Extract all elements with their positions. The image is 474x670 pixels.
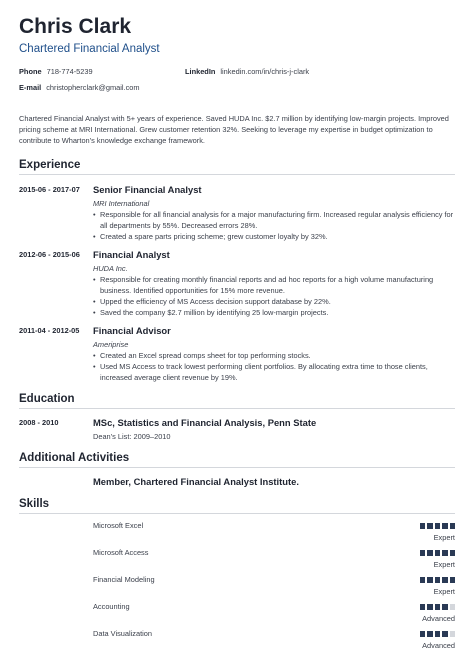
skill-row — [19, 574, 455, 601]
education-dates: 2008 - 2010 — [19, 418, 59, 427]
rating-square-filled — [442, 523, 448, 529]
skill-row — [19, 547, 455, 574]
contact-phone — [19, 67, 93, 76]
bullet-item: • Responsible for all financial analysis for a major manufacturing firm. Increased regular analysis efficiency for all departments by 55%. Decreased errors 28%. — [93, 209, 455, 231]
rating-square-filled — [420, 631, 426, 637]
bullet-item: • Used MS Access to track lowest performing client portfolios. By allocating extra time to those clients, increased average client revenue by 19%. — [93, 361, 455, 383]
summary-text: Chartered Financial Analyst with 5+ years of experience. Saved HUDA Inc. $2.7 million by identifying low-margin projects. Improved pricing scheme at MRI International. Grew customer retention 32%. Seeking to leverage my expertise in budget optimization to contribute to Wharton’s knowledge exchange framework. — [19, 114, 449, 145]
skills-list — [19, 520, 455, 655]
linkedin-link[interactable]: linkedin.com/in/chris-j-clark — [220, 67, 310, 76]
contact-linkedin — [185, 67, 309, 76]
skill-name: Financial Modeling — [93, 575, 155, 584]
activities-heading: Additional Activities — [19, 451, 455, 468]
phone-value: 718-774-5239 — [46, 67, 93, 76]
rating-square-filled — [427, 577, 433, 583]
bullet-item: • Upped the efficiency of MS Access decision support database by 22%. — [93, 296, 455, 307]
job-entry — [19, 249, 455, 318]
rating-square-filled — [450, 577, 456, 583]
skill-rating — [420, 577, 456, 583]
rating-square-filled — [442, 604, 448, 610]
activity-entry — [19, 476, 455, 488]
email-label: E-mail — [19, 83, 42, 92]
skill-name: Data Visualization — [93, 629, 153, 638]
rating-square-filled — [435, 631, 441, 637]
rating-square-filled — [450, 550, 456, 556]
bullet-item: • Responsible for creating monthly financial reports and ad hoc reports for a high volume manufacturing business. Identified opportunities for 15% more revenue. — [93, 274, 455, 296]
skill-name: Accounting — [93, 602, 130, 611]
rating-square-filled — [435, 523, 441, 529]
skill-rating — [420, 604, 456, 610]
rating-square-filled — [442, 550, 448, 556]
rating-square-empty — [450, 631, 456, 637]
job-title: Financial Advisor — [93, 325, 171, 336]
rating-square-filled — [427, 604, 433, 610]
skill-level: Expert — [433, 587, 455, 596]
job-title: Financial Analyst — [93, 249, 170, 260]
job-entry — [19, 184, 455, 242]
rating-square-filled — [435, 550, 441, 556]
bullet-item: • Created an Excel spread comps sheet for top performing stocks. — [93, 350, 455, 361]
job-title: Senior Financial Analyst — [93, 184, 202, 195]
job-bullets — [93, 350, 455, 383]
job-company: MRI International — [93, 199, 150, 208]
job-bullets — [93, 274, 455, 318]
skill-rating — [420, 523, 456, 529]
bullet-item: • Saved the company $2.7 million by identifying 25 low-margin projects. — [93, 307, 455, 318]
job-company: Ameriprise — [93, 340, 129, 349]
job-dates: 2011-04 - 2012-05 — [19, 326, 80, 335]
rating-square-filled — [427, 523, 433, 529]
skill-name: Microsoft Excel — [93, 521, 144, 530]
rating-square-filled — [442, 577, 448, 583]
skill-level: Expert — [433, 560, 455, 569]
rating-square-filled — [420, 604, 426, 610]
candidate-title: Chartered Financial Analyst — [19, 43, 160, 55]
email-link[interactable]: christopherclark@gmail.com — [46, 83, 140, 92]
rating-square-filled — [442, 631, 448, 637]
rating-square-filled — [435, 604, 441, 610]
education-entry — [19, 417, 455, 442]
rating-square-filled — [435, 577, 441, 583]
skill-row — [19, 601, 455, 628]
contact-block — [19, 67, 455, 105]
job-bullets — [93, 209, 455, 242]
job-company: HUDA Inc. — [93, 264, 128, 273]
candidate-name: Chris Clark — [19, 15, 132, 38]
education-degree: MSc, Statistics and Financial Analysis, Penn State — [93, 417, 317, 428]
bullet-item: • Created a spare parts pricing scheme; grew customer loyalty by 32%. — [93, 231, 455, 242]
skill-level: Expert — [433, 533, 455, 542]
skill-rating — [420, 550, 456, 556]
rating-square-filled — [427, 550, 433, 556]
experience-heading: Experience — [19, 158, 455, 175]
activity-item: Member, Chartered Financial Analyst Institute. — [93, 476, 299, 487]
resume-page — [19, 14, 455, 655]
skill-row — [19, 520, 455, 547]
skill-level: Advanced — [422, 614, 455, 623]
skill-row — [19, 628, 455, 655]
rating-square-filled — [420, 577, 426, 583]
skill-rating — [420, 631, 456, 637]
linkedin-label: LinkedIn — [185, 67, 216, 76]
skill-level: Advanced — [422, 641, 455, 650]
job-dates: 2015-06 - 2017-07 — [19, 185, 80, 194]
phone-label: Phone — [19, 67, 42, 76]
rating-square-empty — [450, 604, 456, 610]
rating-square-filled — [427, 631, 433, 637]
rating-square-filled — [420, 550, 426, 556]
rating-square-filled — [420, 523, 426, 529]
skills-heading: Skills — [19, 497, 455, 514]
education-heading: Education — [19, 392, 455, 409]
rating-square-filled — [450, 523, 456, 529]
education-note: Dean’s List: 2009–2010 — [93, 432, 171, 441]
job-dates: 2012-06 - 2015-06 — [19, 250, 80, 259]
contact-email — [19, 83, 140, 92]
skill-name: Microsoft Access — [93, 548, 149, 557]
job-entry — [19, 325, 455, 383]
